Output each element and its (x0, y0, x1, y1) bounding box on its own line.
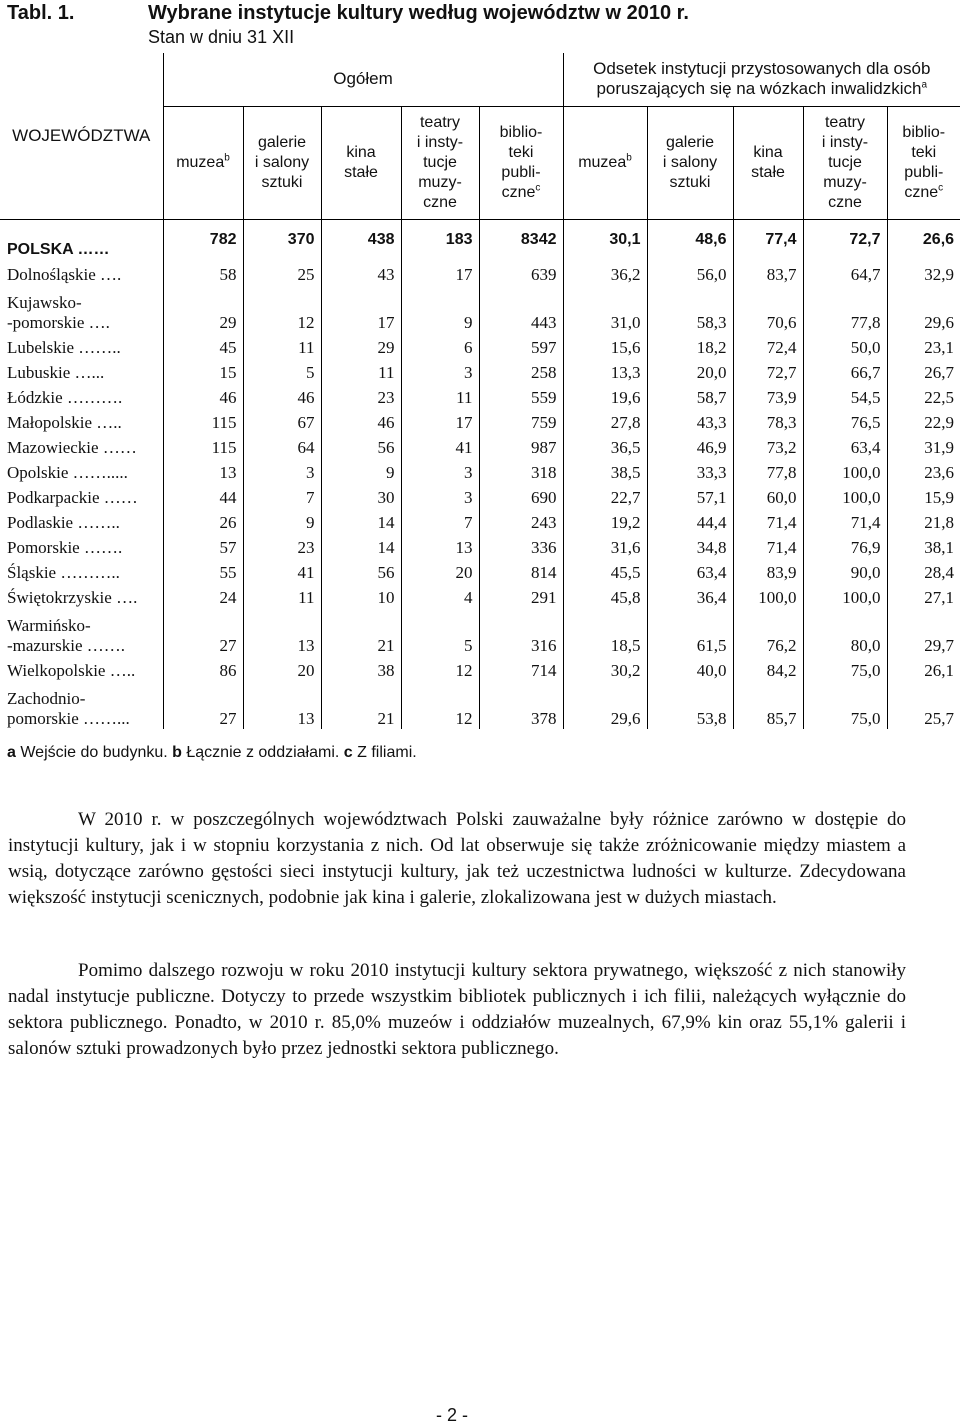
table-cell: 31,0 (563, 285, 647, 333)
table-cell: 27,8 (563, 408, 647, 433)
table-cell: 66,7 (803, 358, 887, 383)
table-cell: 48,6 (647, 219, 733, 260)
table-cell: 100,0 (803, 483, 887, 508)
table-row (0, 358, 960, 383)
table-cell: 38,5 (563, 458, 647, 483)
region-name (0, 583, 163, 608)
table-row (0, 608, 960, 656)
paragraph-1 (8, 807, 906, 911)
region-name-text: Pomorskie ……. (7, 537, 123, 557)
table-cell: 27 (163, 608, 243, 656)
table-cell: 80,0 (803, 608, 887, 656)
column-header-line: czne (423, 193, 457, 211)
table-cell: 17 (401, 260, 479, 285)
table-cell: 55 (163, 558, 243, 583)
column-header-line: czne (904, 183, 939, 201)
table-cell: 18,5 (563, 608, 647, 656)
footnote-c-text: Z filiami. (352, 744, 417, 761)
table-subtitle: Stan w dniu 31 XII (148, 27, 295, 47)
table-cell: 71,4 (733, 533, 803, 558)
table-cell: 78,3 (733, 408, 803, 433)
table-cell: 72,7 (733, 358, 803, 383)
table-cell: 38,1 (887, 533, 960, 558)
table-cell: 90,0 (803, 558, 887, 583)
region-name-text: Podkarpackie …… (7, 487, 138, 507)
table-cell: 11 (243, 333, 321, 358)
column-header-teatry-total (401, 106, 479, 219)
table-cell: 64 (243, 433, 321, 458)
table-cell: 19,6 (563, 383, 647, 408)
table-cell: 73,9 (733, 383, 803, 408)
table-cell: 30,2 (563, 656, 647, 681)
table-cell: 12 (243, 285, 321, 333)
table-cell: 77,8 (803, 285, 887, 333)
table-cell: 9 (401, 285, 479, 333)
table-row (0, 483, 960, 508)
table-cell: 23,1 (887, 333, 960, 358)
column-header-line: sztuki (669, 173, 711, 191)
table-cell: 84,2 (733, 656, 803, 681)
column-header-biblioteki-accessible (887, 106, 960, 219)
footnote-marker-a: a (921, 79, 928, 91)
table-cell: 27,1 (887, 583, 960, 608)
table-cell: 72,7 (803, 219, 887, 260)
table-cell: 75,0 (803, 681, 887, 729)
table-cell: 3 (401, 358, 479, 383)
table-cell: 46,9 (647, 433, 733, 458)
column-header-line: czne (501, 183, 536, 201)
table-cell: 258 (479, 358, 563, 383)
table-cell: 378 (479, 681, 563, 729)
column-header-line: galerie (665, 133, 715, 151)
table-cell: 11 (321, 358, 401, 383)
table-row (0, 508, 960, 533)
region-name-text: Podlaskie …….. (7, 512, 120, 532)
table-row (0, 333, 960, 358)
table-cell: 50,0 (803, 333, 887, 358)
table-cell: 13 (243, 608, 321, 656)
footnote-marker-b: b (626, 152, 632, 164)
column-header-line: i insty- (821, 133, 869, 151)
table-cell: 29,7 (887, 608, 960, 656)
table-cell: 76,9 (803, 533, 887, 558)
header-group-accessibility-line1: Odsetek instytucji przystosowanych dla osób (593, 59, 931, 79)
table-cell: 25 (243, 260, 321, 285)
region-name (0, 408, 163, 433)
table-cell: 77,4 (733, 219, 803, 260)
table-cell: 21,8 (887, 508, 960, 533)
table-row (0, 383, 960, 408)
table-cell: 45,8 (563, 583, 647, 608)
table-cell: 44,4 (647, 508, 733, 533)
table-cell: 14 (321, 508, 401, 533)
table-cell: 73,2 (733, 433, 803, 458)
table-cell: 63,4 (647, 558, 733, 583)
table-cell: 57 (163, 533, 243, 558)
table-cell: 18,2 (647, 333, 733, 358)
table-cell: 71,4 (803, 508, 887, 533)
region-name (0, 433, 163, 458)
column-header-line: muzy- (418, 173, 462, 191)
region-name-text-continued: pomorskie ……... (7, 708, 130, 728)
table-cell: 13 (243, 681, 321, 729)
table-cell: 23 (321, 383, 401, 408)
table-cell: 7 (243, 483, 321, 508)
table-cell: 58,7 (647, 383, 733, 408)
table-cell: 443 (479, 285, 563, 333)
table-cell: 30 (321, 483, 401, 508)
table-cell: 7 (401, 508, 479, 533)
header-group-accessibility (563, 53, 960, 106)
table-cell: 34,8 (647, 533, 733, 558)
region-name (0, 383, 163, 408)
table-cell: 22,7 (563, 483, 647, 508)
table-cell: 987 (479, 433, 563, 458)
table-cell: 44 (163, 483, 243, 508)
table-cell: 70,6 (733, 285, 803, 333)
column-header-kina-total (321, 106, 401, 219)
table-cell: 100,0 (803, 458, 887, 483)
table-cell: 814 (479, 558, 563, 583)
footnote-b-text: Łącznie z oddziałami. (181, 744, 344, 761)
region-name-text: Łódzkie ………. (7, 387, 123, 407)
region-name-text: Warmińsko- (7, 615, 91, 635)
table-cell: 25,7 (887, 681, 960, 729)
table-cell: 83,9 (733, 558, 803, 583)
table-cell: 45 (163, 333, 243, 358)
column-header-teatry-accessible (803, 106, 887, 219)
table-cell: 9 (243, 508, 321, 533)
table-row (0, 285, 960, 333)
table-cell: 20,0 (647, 358, 733, 383)
table-cell: 15 (163, 358, 243, 383)
table-footnote (7, 744, 417, 762)
table-row (0, 583, 960, 608)
table-cell: 22,5 (887, 383, 960, 408)
table-cell: 3 (401, 458, 479, 483)
region-name-text: Mazowieckie …… (7, 437, 137, 457)
region-column-header: WOJEWÓDZTWA (0, 53, 163, 219)
table-cell: 29,6 (887, 285, 960, 333)
table-cell: 46 (163, 383, 243, 408)
column-header-line: tucje (423, 153, 457, 171)
region-name-text: Świętokrzyskie …. (7, 587, 138, 607)
table-cell: 38 (321, 656, 401, 681)
table-cell: 26,7 (887, 358, 960, 383)
table-cell: 57,1 (647, 483, 733, 508)
table-cell: 10 (321, 583, 401, 608)
table-row (0, 433, 960, 458)
table-cell: 76,5 (803, 408, 887, 433)
table-cell: 11 (243, 583, 321, 608)
table-cell: 56,0 (647, 260, 733, 285)
region-name-text-continued: -pomorskie …. (7, 312, 110, 332)
table-cell: 85,7 (733, 681, 803, 729)
footnote-marker-c: c (938, 182, 944, 194)
table-cell: 83,7 (733, 260, 803, 285)
table-cell: 45,5 (563, 558, 647, 583)
column-header-line: teatry (419, 113, 460, 131)
column-header-galerie-total (243, 106, 321, 219)
table-cell: 3 (243, 458, 321, 483)
paragraph-2-text: Pomimo dalszego rozwoju w roku 2010 instytucji kultury sektora prywatnego, większość z nich stanowiły nadal instytucje publiczne. Dotyczy to przede wszystkim bibliotek publicznych i ich filii, należących wyłącznie do sektora publicznego. Ponadto, w 2010 r. 85,0% muzeów i oddziałów muzealnych, 67,9% kin oraz 55,1% galerii i salonów sztuki prowadzonych było przez jednostki sektora publicznego. (8, 960, 906, 1059)
table-row (0, 458, 960, 483)
table-cell: 26 (163, 508, 243, 533)
footnote-a-marker: a (7, 744, 16, 761)
table-cell: 9 (321, 458, 401, 483)
table-cell: 40,0 (647, 656, 733, 681)
column-header-line: biblio- (499, 123, 543, 141)
table-cell: 243 (479, 508, 563, 533)
region-name (0, 483, 163, 508)
table-cell: 183 (401, 219, 479, 260)
table-row (0, 656, 960, 681)
paragraph-1-text: W 2010 r. w poszczególnych województwach Polski zauważalne były różnice zarówno w dostępie do instytucji kultury, jak i w stopniu korzystania z nich. Od lat obserwuje się także zróżnicowanie między miastem a wsią, dotyczące zarówno gęstości sieci instytucji kultury, jak też uczestnictwa ludności w kulturze. Zdecydowana większość instytucji scenicznych, podobnie jak kina i galerie, zlokalizowana jest w dużych miastach. (8, 809, 906, 908)
region-name-text: Opolskie ……..... (7, 462, 128, 482)
table-cell: 20 (243, 656, 321, 681)
table-cell: 53,8 (647, 681, 733, 729)
region-name (0, 285, 163, 333)
table-cell: 63,4 (803, 433, 887, 458)
column-header-line: teki (911, 143, 937, 161)
table-cell: 115 (163, 433, 243, 458)
region-name-text: POLSKA …… (7, 240, 110, 258)
column-header-line: biblio- (902, 123, 946, 141)
table-cell: 336 (479, 533, 563, 558)
table-cell: 28,4 (887, 558, 960, 583)
table-cell: 41 (243, 558, 321, 583)
footnote-a-text: Wejście do budynku. (15, 744, 173, 761)
table-cell: 30,1 (563, 219, 647, 260)
table-cell: 43,3 (647, 408, 733, 433)
column-header-galerie-accessible (647, 106, 733, 219)
table-title-text: Wybrane instytucje kultury według województw w 2010 r. (148, 2, 689, 24)
table-cell: 5 (401, 608, 479, 656)
table-cell: 26,1 (887, 656, 960, 681)
table-cell: 20 (401, 558, 479, 583)
table-cell: 21 (321, 681, 401, 729)
table-cell: 29,6 (563, 681, 647, 729)
table-cell: 22,9 (887, 408, 960, 433)
table-cell: 11 (401, 383, 479, 408)
table-cell: 86 (163, 656, 243, 681)
region-name (0, 333, 163, 358)
table-cell: 13 (401, 533, 479, 558)
table-cell: 36,4 (647, 583, 733, 608)
region-name (0, 260, 163, 285)
column-header-text: muzea (578, 153, 627, 171)
table-row (0, 558, 960, 583)
table-cell: 316 (479, 608, 563, 656)
table-cell: 31,6 (563, 533, 647, 558)
table-cell: 12 (401, 681, 479, 729)
table-cell: 14 (321, 533, 401, 558)
table-cell: 76,2 (733, 608, 803, 656)
table-row-total (0, 219, 960, 260)
table-cell: 29 (163, 285, 243, 333)
region-name (0, 681, 163, 729)
column-header-biblioteki-total (479, 106, 563, 219)
table-cell: 31,9 (887, 433, 960, 458)
table-cell: 56 (321, 433, 401, 458)
column-header-line: teki (508, 143, 534, 161)
table-cell: 46 (321, 408, 401, 433)
column-header-line: publi- (501, 163, 541, 181)
table-cell: 60,0 (733, 483, 803, 508)
column-header-line: galerie (257, 133, 307, 151)
region-name-text: Dolnośląskie …. (7, 264, 122, 284)
table-cell: 597 (479, 333, 563, 358)
column-header-line: tucje (828, 153, 862, 171)
table-cell: 77,8 (733, 458, 803, 483)
region-name-text: Śląskie ……….. (7, 562, 120, 582)
table-cell: 21 (321, 608, 401, 656)
table-cell: 291 (479, 583, 563, 608)
column-header-line: stałe (344, 163, 378, 181)
table-row (0, 681, 960, 729)
region-name (0, 219, 163, 260)
table-cell: 690 (479, 483, 563, 508)
column-header-muzea-accessible (563, 106, 647, 219)
page-number: - 2 - (436, 1405, 469, 1425)
table-cell: 17 (321, 285, 401, 333)
table-cell: 23,6 (887, 458, 960, 483)
table-number: Tabl. 1. (7, 2, 75, 24)
table-cell: 36,5 (563, 433, 647, 458)
table-cell: 56 (321, 558, 401, 583)
region-name-text: Lubelskie …….. (7, 337, 121, 357)
table-cell: 23 (243, 533, 321, 558)
table-cell: 3 (401, 483, 479, 508)
footnote-marker-c: c (535, 182, 541, 194)
table-cell: 75,0 (803, 656, 887, 681)
table-cell: 58 (163, 260, 243, 285)
table-row (0, 260, 960, 285)
paragraph-2 (8, 958, 906, 1062)
table-cell: 58,3 (647, 285, 733, 333)
region-name (0, 458, 163, 483)
table-cell: 6 (401, 333, 479, 358)
region-name (0, 656, 163, 681)
table-cell: 64,7 (803, 260, 887, 285)
column-header-line: i insty- (416, 133, 464, 151)
table-cell: 115 (163, 408, 243, 433)
table-cell: 759 (479, 408, 563, 433)
column-header-line: czne (828, 193, 862, 211)
table-cell: 17 (401, 408, 479, 433)
column-header-line: i salony (662, 153, 718, 171)
column-header-muzea-total (163, 106, 243, 219)
table-cell: 54,5 (803, 383, 887, 408)
column-header-line: kina (346, 143, 376, 161)
column-header-kina-accessible (733, 106, 803, 219)
table-cell: 438 (321, 219, 401, 260)
column-header-line: teatry (824, 113, 865, 131)
table-cell: 639 (479, 260, 563, 285)
region-name (0, 608, 163, 656)
table-cell: 370 (243, 219, 321, 260)
region-name (0, 358, 163, 383)
table-cell: 33,3 (647, 458, 733, 483)
table-cell: 27 (163, 681, 243, 729)
region-name (0, 558, 163, 583)
table-cell: 4 (401, 583, 479, 608)
table-cell: 318 (479, 458, 563, 483)
footnote-b-marker: b (172, 744, 182, 761)
table-cell: 13 (163, 458, 243, 483)
region-name-text: Kujawsko- (7, 292, 82, 312)
table-cell: 32,9 (887, 260, 960, 285)
region-name-text: Małopolskie ….. (7, 412, 122, 432)
table-cell: 29 (321, 333, 401, 358)
table-cell: 714 (479, 656, 563, 681)
table-cell: 72,4 (733, 333, 803, 358)
table-cell: 100,0 (733, 583, 803, 608)
table-cell: 12 (401, 656, 479, 681)
region-name-text: Wielkopolskie ….. (7, 660, 136, 680)
footnote-marker-b: b (224, 152, 230, 164)
column-header-line: muzy- (823, 173, 867, 191)
table-row (0, 533, 960, 558)
column-header-line: sztuki (261, 173, 303, 191)
header-group-total: Ogółem (163, 53, 563, 106)
region-name-text: Zachodnio- (7, 688, 86, 708)
table-cell: 8342 (479, 219, 563, 260)
table-cell: 61,5 (647, 608, 733, 656)
table-cell: 71,4 (733, 508, 803, 533)
table-cell: 5 (243, 358, 321, 383)
column-header-text: muzea (176, 153, 225, 171)
table-cell: 13,3 (563, 358, 647, 383)
table-cell: 19,2 (563, 508, 647, 533)
table-cell: 41 (401, 433, 479, 458)
column-header-line: i salony (254, 153, 310, 171)
column-header-line: kina (753, 143, 783, 161)
table-cell: 782 (163, 219, 243, 260)
table-row (0, 408, 960, 433)
table-cell: 100,0 (803, 583, 887, 608)
table-cell: 24 (163, 583, 243, 608)
column-header-line: stałe (751, 163, 785, 181)
table-cell: 15,6 (563, 333, 647, 358)
table-cell: 36,2 (563, 260, 647, 285)
table-cell: 43 (321, 260, 401, 285)
table-cell: 559 (479, 383, 563, 408)
region-name-text-continued: -mazurskie ……. (7, 635, 126, 655)
region-name (0, 533, 163, 558)
table-cell: 15,9 (887, 483, 960, 508)
table-cell: 46 (243, 383, 321, 408)
region-name-text: Lubuskie …... (7, 362, 105, 382)
header-group-accessibility-line2: poruszających się na wózkach inwalidzkich (596, 79, 922, 99)
region-name (0, 508, 163, 533)
table-cell: 67 (243, 408, 321, 433)
footnote-c-marker: c (343, 744, 353, 761)
data-table (0, 53, 960, 729)
column-header-line: publi- (904, 163, 944, 181)
table-cell: 26,6 (887, 219, 960, 260)
